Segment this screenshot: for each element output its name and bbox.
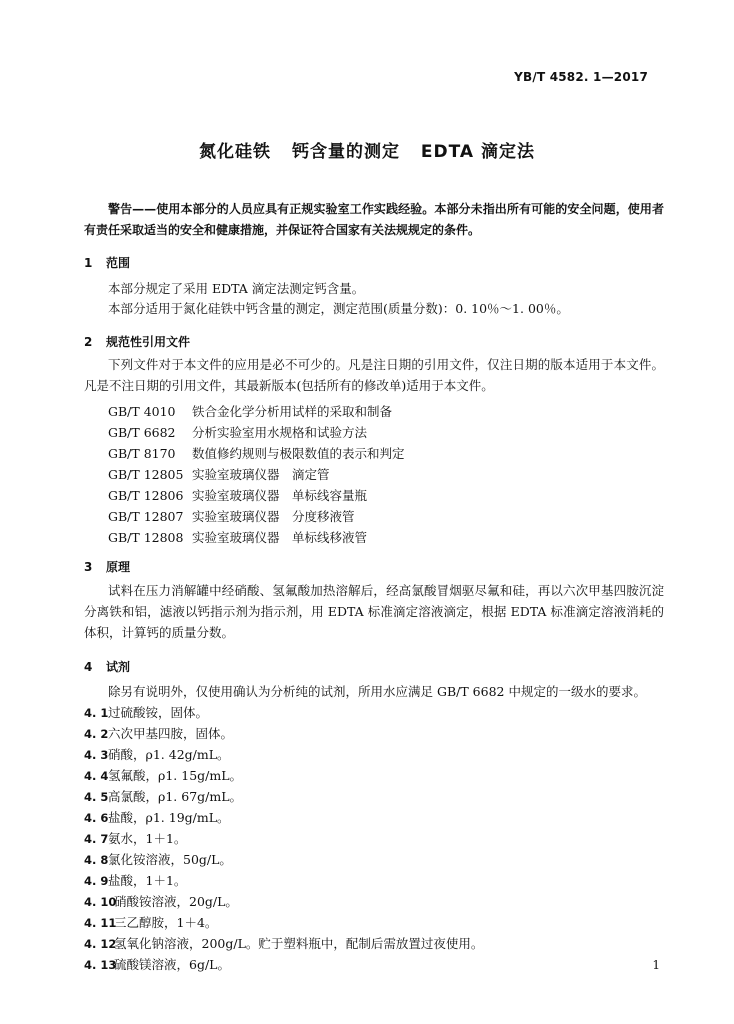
reference-title: 实验室玻璃仪器 滴定管 — [192, 467, 330, 482]
reagent-number: 4. 5 — [84, 790, 109, 804]
title-part-material: 氮化硅铁 — [199, 142, 272, 162]
scope-paragraph-1: 本部分规定了采用 EDTA 滴定法测定钙含量。 — [108, 281, 365, 296]
reagent-number: 4. 11 — [84, 916, 117, 930]
reference-item — [108, 465, 330, 483]
section-title: 原理 — [106, 560, 131, 574]
reagent-text: 三乙醇胺，1＋4。 — [114, 915, 218, 930]
section-number: 4 — [84, 660, 93, 674]
standard-code: YB/T 4582. 1—2017 — [514, 70, 648, 84]
references-intro: 下列文件对于本文件的应用是必不可少的。凡是注日期的引用文件，仅注日期的版本适用于本文件。凡是不注日期的引用文件，其最新版本(包括所有的修改单)适用于本文件。 — [84, 357, 664, 393]
reagent-text: 氢氧化钠溶液，200g/L。贮于塑料瓶中，配制后需放置过夜使用。 — [114, 936, 484, 951]
section-number: 3 — [84, 560, 93, 574]
reagent-text: 六次甲基四胺，固体。 — [108, 726, 234, 741]
reference-code: GB/T 6682 — [108, 425, 176, 440]
reagent-item — [84, 850, 232, 868]
reagent-text: 盐酸，1＋1。 — [108, 873, 187, 888]
reagent-number: 4. 9 — [84, 874, 109, 888]
section-heading-scope — [84, 254, 130, 271]
section-heading-reagents — [84, 658, 130, 675]
reagents-intro: 除另有说明外，仅使用确认为分析纯的试剂，所用水应满足 GB/T 6682 中规定的一级水的要求。 — [108, 684, 646, 699]
reagent-number: 4. 10 — [84, 895, 117, 909]
reagent-text: 氢氟酸，ρ1. 15g/mL。 — [108, 768, 243, 783]
reference-title: 实验室玻璃仪器 分度移液管 — [192, 509, 355, 524]
reference-title: 实验室玻璃仪器 单标线容量瓶 — [192, 488, 368, 503]
section-title: 范围 — [106, 256, 131, 270]
title-part-measure: 钙含量的测定 — [291, 142, 400, 162]
page-number: 1 — [652, 958, 660, 972]
reagent-item — [84, 745, 230, 763]
reference-item — [108, 402, 392, 420]
reference-title: 分析实验室用水规格和试验方法 — [192, 425, 368, 440]
scope-paragraph-2: 本部分适用于氮化硅铁中钙含量的测定，测定范围(质量分数)：0. 10％～1. 00％。 — [108, 301, 569, 316]
reference-item — [108, 486, 367, 504]
reagent-item — [84, 808, 230, 826]
reagent-item — [84, 829, 186, 847]
reference-code: GB/T 12807 — [108, 509, 184, 524]
reagent-item — [84, 766, 242, 784]
reference-title: 实验室玻璃仪器 单标线移液管 — [192, 530, 368, 545]
reagent-item — [84, 913, 217, 931]
reagent-number: 4. 3 — [84, 748, 109, 762]
reagent-item — [84, 871, 186, 889]
reagent-number: 4. 6 — [84, 811, 109, 825]
section-number: 2 — [84, 335, 93, 349]
reference-title: 数值修约规则与极限数值的表示和判定 — [192, 446, 405, 461]
reagent-number: 4. 2 — [84, 727, 109, 741]
reagent-text: 过硫酸铵，固体。 — [108, 705, 209, 720]
reference-item — [108, 423, 367, 441]
title-part-method: EDTA 滴定法 — [420, 142, 535, 162]
section-title: 试剂 — [106, 660, 131, 674]
reagent-text: 硝酸，ρ1. 42g/mL。 — [108, 747, 230, 762]
reagent-number: 4. 7 — [84, 832, 109, 846]
section-title: 规范性引用文件 — [106, 335, 191, 349]
reagent-text: 盐酸，ρ1. 19g/mL。 — [108, 810, 230, 825]
reagent-item — [84, 703, 208, 721]
section-heading-references — [84, 333, 190, 350]
document-title — [0, 137, 734, 162]
reagent-number: 4. 1 — [84, 706, 109, 720]
reagent-text: 高氯酸，ρ1. 67g/mL。 — [108, 789, 243, 804]
reference-item — [108, 444, 405, 462]
reference-code: GB/T 12806 — [108, 488, 184, 503]
reagent-item — [84, 955, 230, 973]
section-number: 1 — [84, 256, 93, 270]
reference-code: GB/T 8170 — [108, 446, 176, 461]
reagent-number: 4. 4 — [84, 769, 109, 783]
reference-title: 铁合金化学分析用试样的采取和制备 — [192, 404, 393, 419]
section-heading-principle — [84, 558, 130, 575]
reagent-text: 硫酸镁溶液，6g/L。 — [114, 957, 230, 972]
safety-warning: 警告——使用本部分的人员应具有正规实验室工作实践经验。本部分未指出所有可能的安全问题，使用者有责任采取适当的安全和健康措施，并保证符合国家有关法规规定的条件。 — [84, 202, 664, 237]
reagent-number: 4. 13 — [84, 958, 117, 972]
reagent-number: 4. 12 — [84, 937, 117, 951]
reagent-item — [84, 892, 238, 910]
reagent-text: 氨水，1＋1。 — [108, 831, 187, 846]
reagent-item — [84, 724, 233, 742]
reference-code: GB/T 12805 — [108, 467, 184, 482]
reagent-text: 硝酸铵溶液，20g/L。 — [114, 894, 238, 909]
reagent-text: 氯化铵溶液，50g/L。 — [108, 852, 232, 867]
reagent-item — [84, 787, 242, 805]
reference-item — [108, 507, 355, 525]
reference-code: GB/T 4010 — [108, 404, 176, 419]
reagent-item — [84, 934, 483, 952]
reference-item — [108, 528, 367, 546]
reagent-number: 4. 8 — [84, 853, 109, 867]
principle-paragraph: 试料在压力消解罐中经硝酸、氢氟酸加热溶解后，经高氯酸冒烟驱尽氟和硅，再以六次甲基四胺沉淀分离铁和铝，滤液以钙指示剂为指示剂，用 EDTA 标准滴定溶液滴定，根据 EDTA 标准滴定溶液消耗的体积，计算钙的质量分数。 — [84, 583, 664, 640]
reference-code: GB/T 12808 — [108, 530, 184, 545]
